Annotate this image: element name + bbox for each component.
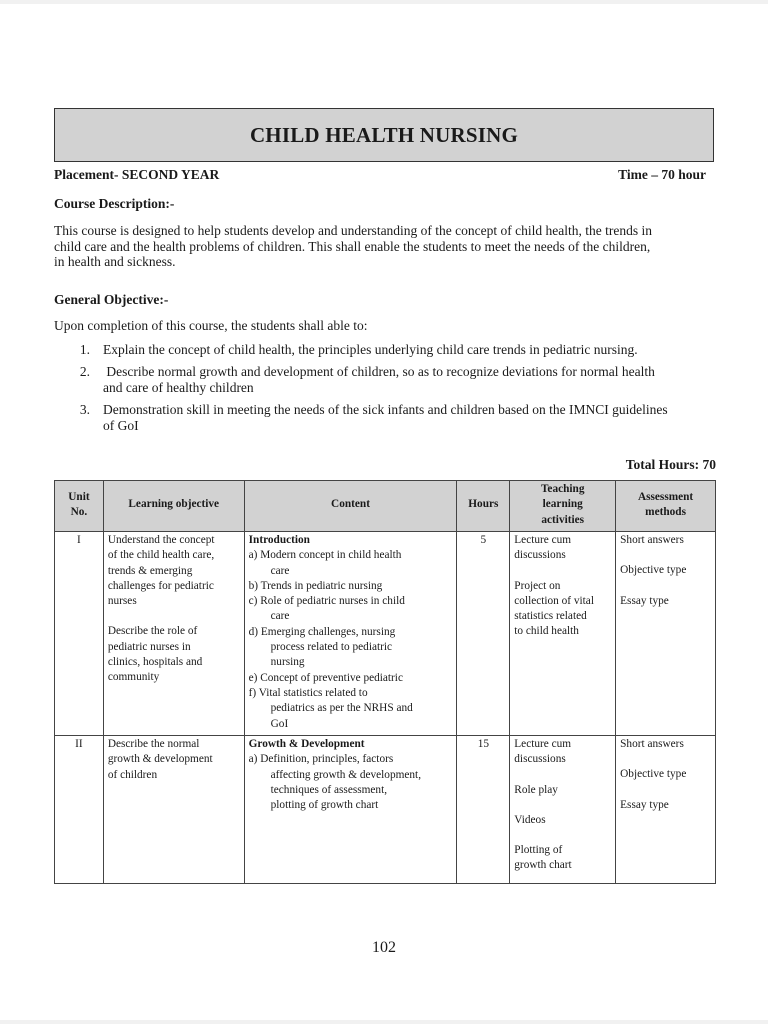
course-description-line: This course is designed to help students develop and understanding of the concept of child health, the trends in: [54, 223, 652, 238]
unit-number: II: [55, 736, 104, 884]
intro-line: Upon completion of this course, the students shall able to:: [54, 318, 368, 333]
objective-number: 1.: [79, 342, 90, 357]
learning-objective-cell: Understand the concept of the child health care, trends & emerging challenges for pediatric nurses Describe the role of pediatric nurses in clinics, hospitals and community: [103, 532, 244, 736]
hours-cell: 15: [457, 736, 510, 884]
header-unit: Unit No.: [55, 481, 104, 532]
content-title: Introduction: [248, 534, 310, 546]
objective-number: 3.: [79, 402, 90, 417]
header-learning-objective: Learning objective: [103, 481, 244, 532]
assessment-methods-cell: Short answers Objective type Essay type: [616, 532, 716, 736]
total-hours: Total Hours: 70: [625, 457, 716, 472]
page-number: 102: [372, 939, 396, 956]
assessment-methods-cell: Short answers Objective type Essay type: [616, 736, 716, 884]
table-row: [55, 532, 716, 736]
header-content: Content: [244, 481, 457, 532]
objective-item: [68, 342, 728, 358]
syllabus-table: [54, 480, 716, 884]
table-row: [55, 736, 716, 884]
course-description-heading: Course Description:-: [54, 196, 175, 211]
course-description-line: in health and sickness.: [54, 254, 176, 269]
hours-cell: 5: [457, 532, 510, 736]
title-banner: [54, 108, 714, 162]
objective-number: 2.: [79, 364, 90, 379]
content-cell: Growth & Development a) Definition, principles, factors affecting growth & development, techniques of assessment, plotting of growth chart: [244, 736, 457, 884]
unit-number: I: [55, 532, 104, 736]
objectives-list: [68, 342, 728, 434]
header-hours: Hours: [457, 481, 510, 532]
objective-line: of GoI: [103, 418, 139, 433]
objective-item: [68, 402, 728, 434]
document-page: [0, 4, 768, 1020]
teaching-activities-cell: Lecture cum discussions Project on collection of vital statistics related to child health: [510, 532, 616, 736]
content-title: Growth & Development: [248, 738, 365, 750]
table-header-row: [55, 481, 716, 532]
course-description-line: child care and the health problems of children. This shall enable the students to meet the needs of the children,: [54, 238, 651, 254]
objective-line: Describe normal growth and development of children, so as to recognize deviations for normal health: [103, 364, 655, 379]
objective-line: and care of healthy children: [103, 380, 254, 395]
learning-objective-cell: Describe the normal growth & development of children: [103, 736, 244, 884]
time-label: Time – 70 hour: [618, 167, 706, 182]
placement-label: Placement- SECOND YEAR: [54, 167, 220, 182]
objective-line: Demonstration skill in meeting the needs of the sick infants and children based on the IMNCI guidelines: [103, 402, 668, 417]
header-teaching-activities: Teaching learning activities: [510, 481, 616, 532]
objective-item: [68, 364, 728, 396]
page-title: CHILD HEALTH NURSING: [249, 122, 519, 147]
general-objective-heading: General Objective:-: [54, 292, 169, 307]
objective-line: Explain the concept of child health, the principles underlying child care trends in pediatric nursing.: [103, 342, 638, 357]
teaching-activities-cell: Lecture cum discussions Role play Videos Plotting of growth chart: [510, 736, 616, 884]
course-description: [54, 223, 734, 270]
content-cell: Introduction a) Modern concept in child health care b) Trends in pediatric nursing c) Role of pediatric nurses in child care d) Emerging challenges, nursing process related to pediatric nursing e) Concept of preventive pediatric f) Vital statistics related to pediatrics as per the NRHS and GoI: [244, 532, 457, 736]
header-assessment-methods: Assessment methods: [616, 481, 716, 532]
